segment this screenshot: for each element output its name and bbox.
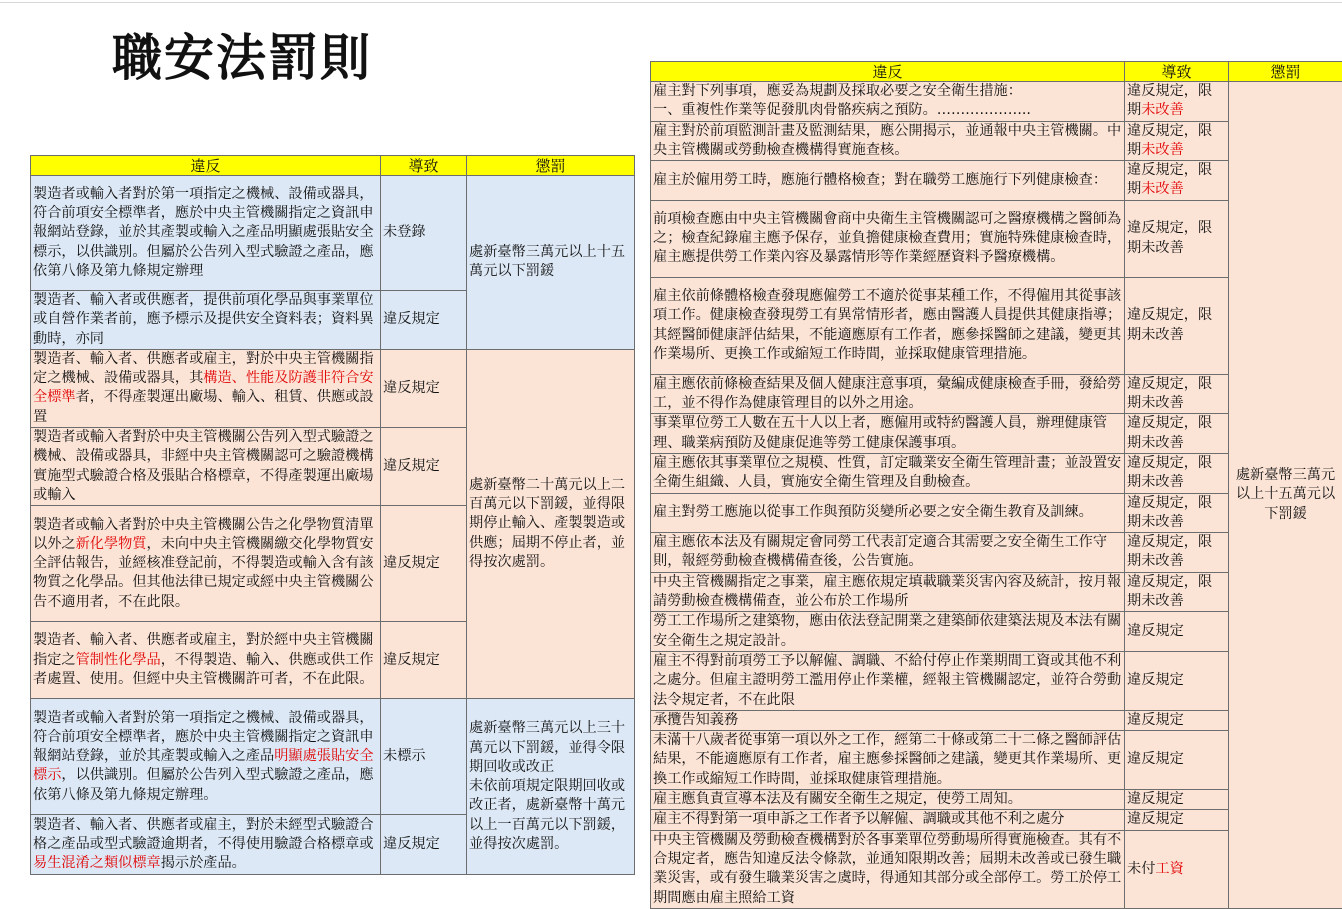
result-cell (1125, 374, 1229, 414)
result-cell (1125, 493, 1229, 533)
header-result: 導致 (381, 156, 467, 176)
result-text: 未付 (1127, 861, 1155, 877)
result-cell: 違反規定 (381, 815, 467, 875)
violation-cell: 雇主應負責宣導本法及有關安全衛生之規定，使勞工周知。 (651, 790, 1125, 810)
violation-cell: 中央主管機關指定之事業，雇主應依規定填載職業災害內容及統計，按月報請勞動檢查機構備查，並公布於工作場所 (651, 572, 1125, 612)
result-cell (1125, 453, 1229, 493)
right-penalty-table (650, 61, 1342, 909)
result-cell (1125, 651, 1229, 710)
violation-cell: 製造者或輸入者對於中央主管機關公告之化學物質清單以外之新化學物質，未向中央主管機關繳交化學物質安全評估報告，並經核准登記前，不得製造或輸入含有該物質之化學品。但其他法律已規定或經中央主管機關公告不適用者，不在此限。 (31, 506, 381, 622)
header-violation: 違反 (31, 156, 381, 176)
violation-cell: 製造者或輸入者對於第一項指定之機械、設備或器具，符合前項安全標準者，應於中央主管機關指定之資訊申報網站登錄，並於其產製或輸入之產品明顯處張貼安全標示，以供識別。但屬於公告列入型式驗證之產品，應依第八條及第九條規定辦理 (31, 176, 381, 291)
violation-cell: 雇主不得對前項勞工予以解僱、調職、不給付停止作業期間工資或其他不利之處分。但雇主證明勞工濫用停止作業權，經報主管機關認定，並符合勞動法令規定者，不在此限 (651, 651, 1125, 710)
table-row (31, 349, 635, 427)
violation-cell: 製造者、輸入者、供應者或雇主，對於未經型式驗證合格之產品或型式驗證逾期者，不得使用驗證合格標章或易生混淆之類似標章揭示於產品。 (31, 815, 381, 875)
result-highlight: 未改善 (1141, 142, 1184, 158)
result-text: 違反規定 (1127, 751, 1184, 767)
violation-cell: 製造者或輸入者對於中央主管機關公告列入型式驗證之機械、設備或器具，非經中央主管機關認可之驗證機構實施型式驗證合格及張貼合格標章，不得產製運出廠場或輸入 (31, 428, 381, 506)
header-violation: 違反 (651, 62, 1125, 82)
result-cell (1125, 790, 1229, 810)
violation-cell: 製造者、輸入者或供應者，提供前項化學品與事業單位或自營作業者前，應予標示及提供安全資料表；資料異動時，亦同 (31, 291, 381, 350)
left-penalty-table (30, 155, 635, 875)
left-header-row (31, 156, 635, 176)
result-highlight: 未改善 (1141, 102, 1184, 118)
result-cell: 未標示 (381, 699, 467, 815)
violation-cell: 雇主不得對第一項申訴之工作者予以解僱、調職或其他不利之處分 (651, 810, 1125, 830)
header-result: 導致 (1125, 62, 1229, 82)
result-cell (1125, 121, 1229, 161)
penalty-cell: 處新臺幣三萬元以上三十萬元以下罰鍰，並得令限期回收或改正 未依前項規定限期回收或改正者，處新臺幣十萬元以上一百萬元以下罰鍰，並得按次處罰。 (467, 699, 635, 875)
result-text: 違反規定 (1127, 712, 1184, 728)
header-penalty: 懲罰 (467, 156, 635, 176)
violation-cell: 雇主應依前條檢查結果及個人健康注意事項，彙編成健康檢查手冊，發給勞工，並不得作為健康管理目的以外之用途。 (651, 374, 1125, 414)
result-highlight: 未改善 (1141, 181, 1184, 197)
result-text: 違反規定，限期 (1127, 83, 1212, 118)
result-cell (1125, 572, 1229, 612)
penalty-cell: 處新臺幣三萬元以上十五萬元以下罰鍰 (467, 176, 635, 350)
table-row (651, 82, 1342, 122)
violation-cell: 雇主應依本法及有關規定會同勞工代表訂定適合其需要之安全衛生工作守則，報經勞動檢查機構備查後，公告實施。 (651, 533, 1125, 573)
result-cell (1125, 161, 1229, 201)
result-cell (1125, 414, 1229, 454)
result-text: 違反規定 (1127, 623, 1184, 639)
table-row (31, 176, 635, 291)
result-text: 違反規定，限期未改善 (1127, 220, 1212, 255)
result-cell: 違反規定 (381, 291, 467, 350)
result-highlight: 工資 (1155, 861, 1183, 877)
result-cell (1125, 830, 1229, 908)
result-text: 違反規定，限期 (1127, 123, 1212, 158)
result-cell (1125, 731, 1229, 790)
result-cell (1125, 710, 1229, 730)
violation-cell: 雇主於僱用勞工時，應施行體格檢查；對在職勞工應施行下列健康檢查： (651, 161, 1125, 201)
result-cell (1125, 277, 1229, 374)
result-text: 違反規定，限期 (1127, 162, 1212, 197)
result-cell (1125, 200, 1229, 277)
violation-cell: 雇主應依其事業單位之規模、性質，訂定職業安全衛生管理計畫；並設置安全衛生組織、人員，實施安全衛生管理及自動檢查。 (651, 453, 1125, 493)
result-text: 違反規定，限期未改善 (1127, 307, 1212, 342)
right-table-body (651, 82, 1342, 909)
violation-cell: 製造者、輸入者、供應者或雇主，對於中央主管機關指定之機械、設備或器具，其構造、性能及防護非符合安全標準者，不得產製運出廠場、輸入、租賃、供應或設置 (31, 349, 381, 427)
header-penalty: 懲罰 (1229, 62, 1342, 82)
result-text: 違反規定，限期未改善 (1127, 574, 1212, 609)
violation-cell: 承攬告知義務 (651, 710, 1125, 730)
right-header-row (651, 62, 1342, 82)
violation-cell: 事業單位勞工人數在五十人以上者，應僱用或特約醫護人員，辦理健康管理、職業病預防及健康促進等勞工健康保護事項。 (651, 414, 1125, 454)
result-cell: 未登錄 (381, 176, 467, 291)
result-text: 違反規定 (1127, 791, 1184, 807)
violation-cell: 製造者、輸入者、供應者或雇主，對於經中央主管機關指定之管制性化學品，不得製造、輸入、供應或供工作者處置、使用。但經中央主管機關許可者，不在此限。 (31, 622, 381, 699)
result-cell (1125, 612, 1229, 652)
top-border-line (0, 2, 1342, 3)
penalty-cell: 處新臺幣二十萬元以上二百萬元以下罰鍰，並得限期停止輸入、產製製造或供應；屆期不停止者，並得按次處罰。 (467, 349, 635, 698)
violation-cell: 製造者或輸入者對於第一項指定之機械、設備或器具，符合前項安全標準者，應於中央主管機關指定之資訊申報網站登錄，並於其產製或輸入之產品明顯處張貼安全標示，以供識別。但屬於公告列入型式驗證之產品，應依第八條及第九條規定辦理。 (31, 699, 381, 815)
result-cell: 違反規定 (381, 506, 467, 622)
violation-cell: 雇主對於前項監測計畫及監測結果，應公開揭示，並通報中央主管機關。中央主管機關或勞動檢查機構得實施查核。 (651, 121, 1125, 161)
result-cell: 違反規定 (381, 622, 467, 699)
violation-cell: 雇主對下列事項，應妥為規劃及採取必要之安全衛生措施： 一、重複性作業等促發肌肉骨骼疾病之預防。……………….. (651, 82, 1125, 122)
result-cell: 違反規定 (381, 428, 467, 506)
penalty-cell: 處新臺幣三萬元以上十五萬元以下罰鍰 (1229, 82, 1342, 909)
violation-cell: 未滿十八歲者從事第一項以外之工作，經第二十條或第二十二條之醫師評估結果，不能適應原有工作者，雇主應參採醫師之建議，變更其作業場所、更換工作或縮短工作時間，並採取健康管理措施。 (651, 731, 1125, 790)
violation-cell: 雇主對勞工應施以從事工作與預防災變所必要之安全衛生教育及訓練。 (651, 493, 1125, 533)
result-cell: 違反規定 (381, 349, 467, 427)
violation-cell: 勞工工作場所之建築物，應由依法登記開業之建築師依建築法規及本法有關安全衛生之規定設計。 (651, 612, 1125, 652)
result-text: 違反規定，限期未改善 (1127, 495, 1212, 530)
table-row (31, 699, 635, 815)
page-title: 職安法罰則 (112, 26, 372, 90)
result-text: 違反規定，限期未改善 (1127, 415, 1212, 450)
result-text: 違反規定 (1127, 672, 1184, 688)
violation-cell: 雇主依前條體格檢查發現應僱勞工不適於從事某種工作，不得僱用其從事該項工作。健康檢查發現勞工有異常情形者，應由醫護人員提供其健康指導；其經醫師健康評估結果，不能適應原有工作者，應參採醫師之建議，變更其作業場所、更換工作或縮短工作時間，並採取健康管理措施。 (651, 277, 1125, 374)
result-text: 違反規定 (1127, 811, 1184, 827)
result-cell (1125, 810, 1229, 830)
violation-cell: 中央主管機關及勞動檢查機構對於各事業單位勞動場所得實施檢查。其有不合規定者，應告知違反法令條款，並通知限期改善；屆期未改善或已發生職業災害，或有發生職業災害之虞時，得通知其部分或全部停工。勞工於停工期間應由雇主照給工資 (651, 830, 1125, 908)
result-text: 違反規定，限期未改善 (1127, 534, 1212, 569)
result-cell (1125, 82, 1229, 122)
violation-cell: 前項檢查應由中央主管機關會商中央衛生主管機關認可之醫療機構之醫師為之；檢查紀錄雇主應予保存，並負擔健康檢查費用；實施特殊健康檢查時，雇主應提供勞工作業內容及暴露情形等作業經歷資料予醫療機構。 (651, 200, 1125, 277)
result-text: 違反規定，限期未改善 (1127, 376, 1212, 411)
result-text: 違反規定，限期未改善 (1127, 455, 1212, 490)
result-cell (1125, 533, 1229, 573)
